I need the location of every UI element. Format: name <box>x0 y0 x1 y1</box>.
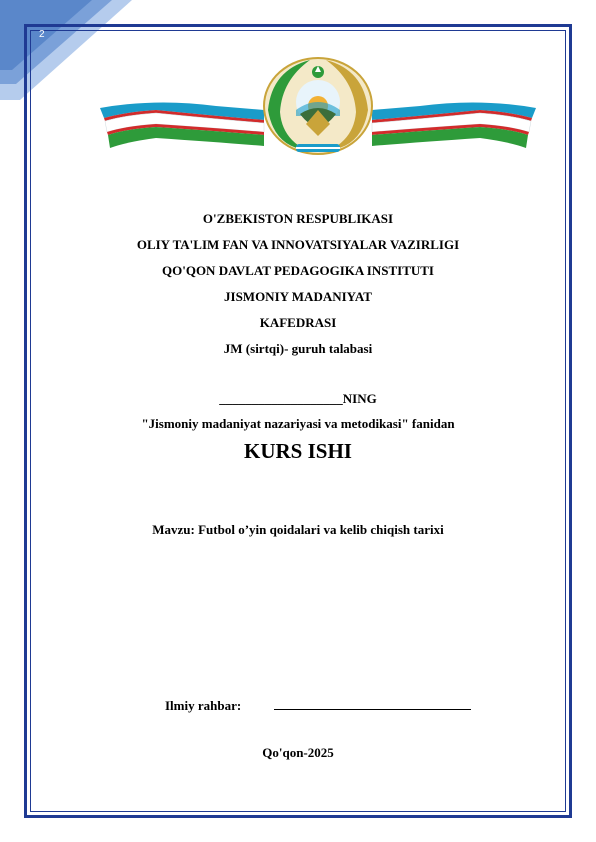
document-title: KURS ISHI <box>244 439 352 463</box>
advisor-signature-line <box>274 709 471 710</box>
group-label: JM (sirtqi)- guruh talabasi <box>223 341 373 356</box>
country-name: O'ZBEKISTON RESPUBLIKASI <box>202 211 394 226</box>
page-number: 2 <box>39 29 45 40</box>
flag-ribbon-left <box>100 102 264 148</box>
state-emblem-banner <box>96 50 540 160</box>
institute-name: QO'QON DAVLAT PEDAGOGIKA INSTITUTI <box>162 263 434 278</box>
ministry-name: OLIY TA'LIM FAN VA INNOVATSIYALAR VAZIRLIGI <box>136 237 460 252</box>
emblem-icon <box>264 58 372 154</box>
city-year: Qo'qon-2025 <box>262 745 334 760</box>
topic-line: Mavzu: Futbol o’yin qoidalari va kelib chiqish tarixi <box>152 522 444 537</box>
department-name: JISMONIY MADANIYAT <box>224 289 372 304</box>
advisor-label: Ilmiy rahbar: <box>165 698 242 713</box>
flag-ribbon-right <box>372 102 536 148</box>
student-name-line: ___________________NING <box>219 391 377 406</box>
subject-line: "Jismoniy madaniyat nazariyasi va metodikasi" fanidan <box>141 416 455 431</box>
department-label: KAFEDRASI <box>259 315 337 330</box>
